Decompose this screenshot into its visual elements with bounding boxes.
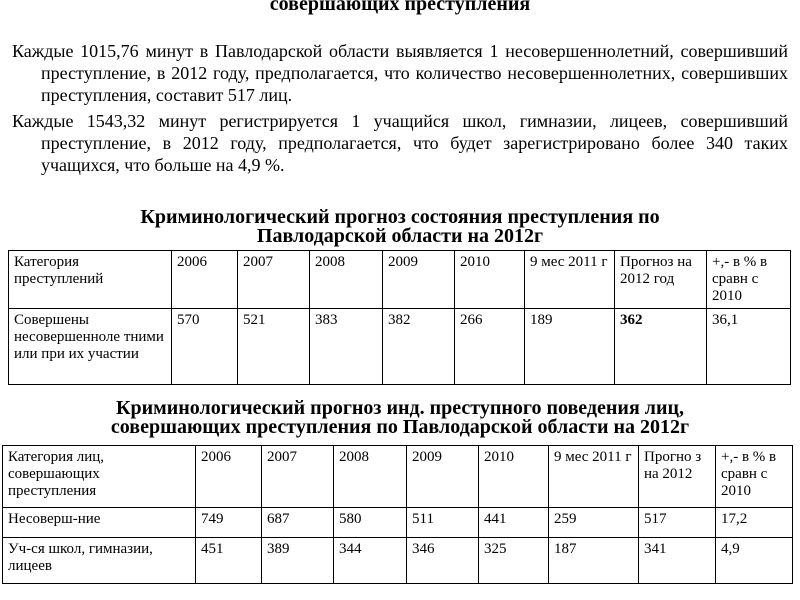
header-cell: Категория преступлений [9,251,172,309]
header-cell: 2008 [334,446,407,508]
header-cell: 2006 [196,446,262,508]
table1-title-line1: Криминологический прогноз состояния преступления по [140,206,660,228]
row-category: Совершены несовершенноле тними или при их участии [9,309,172,385]
header-cell: Прогно з на 2012 [639,446,716,508]
page-title: совершающих преступления [269,0,531,15]
table2-title-line1: Криминологический прогноз инд. преступного поведения лиц, [115,397,685,419]
table-cell: 570 [172,309,238,385]
table-cell: 346 [407,538,479,584]
table-row [3,538,793,584]
table-cell: 749 [196,508,262,538]
table-cell: 451 [196,538,262,584]
forecast-cell: 362 [615,309,707,385]
table-header-row [9,251,791,309]
table2-title [0,399,800,437]
header-cell: 2006 [172,251,238,309]
header-cell: Прогноз на 2012 год [615,251,707,309]
header-cell: 9 мес 2011 г [525,251,615,309]
table-cell: 259 [549,508,639,538]
table1-title-line2: Павлодарской области на 2012г [256,225,544,247]
header-cell: 2007 [262,446,334,508]
table-cell: 4,9 [716,538,793,584]
table-row [3,508,793,538]
header-cell: 2007 [238,251,310,309]
table2-title-line2: совершающих преступления по Павлодарской области на 2012г [110,416,690,438]
table-cell: 189 [525,309,615,385]
header-cell: Категория лиц, совершающих преступления [3,446,196,508]
table1-title [0,208,800,246]
row-category: Несоверш-ние [3,508,196,538]
table-cell: 325 [479,538,549,584]
table-cell: 389 [262,538,334,584]
table-cell: 580 [334,508,407,538]
table-cell: 511 [407,508,479,538]
paragraph-minors: Каждые 1015,76 минут в Павлодарской области выявляется 1 несовершеннолетний, совершивший преступление, в 2012 году, предполагается, что количество несовершеннолетних, совершивших преступления, составит 517 лиц. [12,41,788,105]
table-cell: 266 [455,309,525,385]
table-cell: 517 [639,508,716,538]
table-cell: 187 [549,538,639,584]
table-cell: 17,2 [716,508,793,538]
header-cell: 2009 [383,251,455,309]
header-cell: +,- в % в сравн с 2010 [707,251,791,309]
table-cell: 382 [383,309,455,385]
table-cell: 36,1 [707,309,791,385]
table-cell: 441 [479,508,549,538]
table-cell: 383 [310,309,383,385]
individual-forecast-table [2,445,793,584]
row-category: Уч-ся школ, гимназии, лицеев [3,538,196,584]
header-cell: +,- в % в сравн с 2010 [716,446,793,508]
header-cell: 2010 [455,251,525,309]
table-cell: 687 [262,508,334,538]
crime-forecast-table [8,250,791,385]
header-cell: 9 мес 2011 г [549,446,639,508]
header-cell: 2010 [479,446,549,508]
table-cell: 344 [334,538,407,584]
table-row [9,309,791,385]
table-cell: 341 [639,538,716,584]
table-cell: 521 [238,309,310,385]
header-cell: 2009 [407,446,479,508]
table-header-row [3,446,793,508]
body-text [12,40,788,180]
header-cell: 2008 [310,251,383,309]
paragraph-students: Каждые 1543,32 минут регистрируется 1 учащийся школ, гимназии, лицеев, совершивший преступление, в 2012 году, предполагается, что будет зарегистрировано более 340 таких учащихся, что больше на 4,9 %. [12,111,788,175]
